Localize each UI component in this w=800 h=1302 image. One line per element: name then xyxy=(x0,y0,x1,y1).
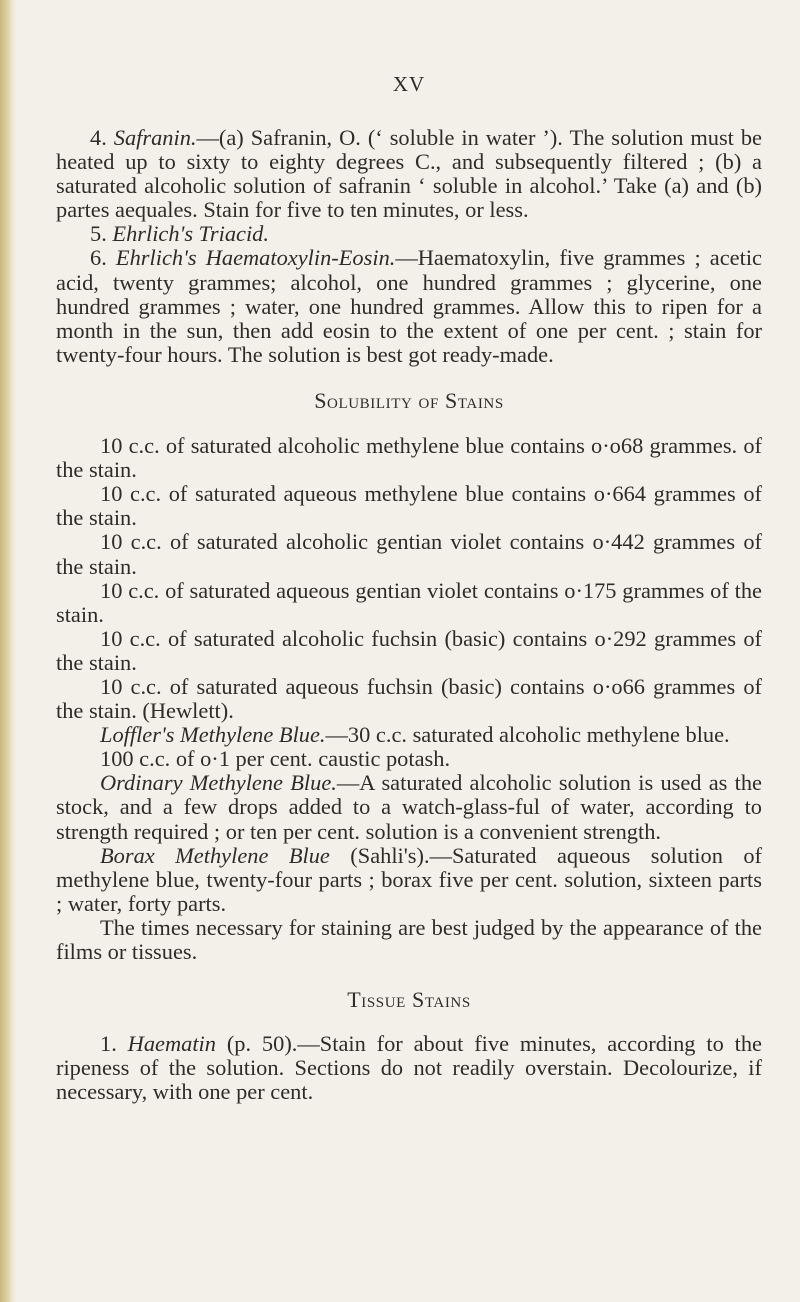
solubility-entry: 10 c.c. of saturated aqueous gentian violet contains o·175 grammes of the stain. xyxy=(56,577,762,627)
ordinary-title: Ordinary Methylene Blue. xyxy=(100,770,337,796)
haematin-paragraph xyxy=(56,1032,762,1104)
item-number: 5. xyxy=(90,221,107,247)
haematin-text: (p. 50).—Stain for about five minutes, according to the ripeness of the solution. Sections do not readily overstain. Decolourize, if necessary, with one per cent. xyxy=(56,1031,762,1105)
solubility-entry: 10 c.c. of saturated alcoholic fuchsin (basic) contains o·292 grammes of the stain. xyxy=(56,625,762,675)
book-page xyxy=(56,0,762,1104)
item-title: Ehrlich's Triacid. xyxy=(112,221,269,247)
borax-paragraph xyxy=(56,844,762,916)
item-text: —Haematoxylin, five grammes ; acetic acid, twenty grammes; alcohol, one hundred grammes ; glycerine, one hundred grammes ; water, one hundred grammes. Allow this to ripen for a month in the sun, then add eosin to the extent of one per cent. ; stain for twenty-four hours. The solution is best got ready-made. xyxy=(56,245,762,367)
item-number: 4. xyxy=(90,125,107,150)
borax-title: Borax Methylene Blue xyxy=(100,842,330,868)
times-paragraph: The times necessary for staining are best judged by the appearance of the films or tissues. xyxy=(56,914,762,964)
potash-line: 100 c.c. of o·1 per cent. caustic potash. xyxy=(100,746,451,772)
solubility-entry: 10 c.c. of saturated alcoholic methylene blue contains o·o68 grammes. of the stain. xyxy=(56,433,762,483)
solubility-entry: 10 c.c. of saturated aqueous fuchsin (basic) contains o·o66 grammes of the stain. (Hewlett). xyxy=(56,673,762,724)
haematin-title: Haematin xyxy=(127,1031,216,1057)
ordinary-text: —A saturated alcoholic solution is used as the stock, and a few drops added to a watch-glass-ful of water, according to strength required ; or ten per cent. solution is a convenient strength. xyxy=(56,770,762,844)
item-title: Ehrlich's Haematoxylin-Eosin. xyxy=(115,245,396,271)
item-safranin xyxy=(56,126,762,222)
loeffler-paragraph xyxy=(56,723,762,747)
item-number: 6. xyxy=(90,245,107,271)
page-edge-shadow xyxy=(0,0,16,1302)
borax-text: (Sahli's).—Saturated aqueous solution of methylene blue, twenty-four parts ; borax five per cent. solution, sixteen parts ; water, forty parts. xyxy=(56,842,762,916)
item-text: —(a) Safranin, O. (‘ soluble in water ’). The solution must be heated up to sixty to eighty degrees C., and subsequently filtered ; (b) a saturated alcoholic solution of safranin ‘ soluble in alcohol.’ Take (a) and (b) partes aequales. Stain for five to ten minutes, or less. xyxy=(56,125,762,223)
loeffler-title: Loffler's Methylene Blue. xyxy=(100,722,326,748)
item-triacid xyxy=(56,222,762,246)
ordinary-paragraph xyxy=(56,771,762,843)
page-number: XV xyxy=(392,72,426,96)
solubility-entry: 10 c.c. of saturated aqueous methylene blue contains o·664 grammes of the stain. xyxy=(56,481,762,531)
item-haematoxylin-eosin xyxy=(56,246,762,366)
item-title: Safranin. xyxy=(113,125,197,150)
heading-tissue: Tissue Stains xyxy=(347,987,471,1013)
item-number: 1. xyxy=(100,1031,117,1057)
loeffler-text: —30 c.c. saturated alcoholic methylene blue. xyxy=(325,722,730,748)
heading-solubility: Solubility of Stains xyxy=(314,387,504,413)
solubility-entry: 10 c.c. of saturated alcoholic gentian violet contains o·442 grammes of the stain. xyxy=(56,529,762,579)
